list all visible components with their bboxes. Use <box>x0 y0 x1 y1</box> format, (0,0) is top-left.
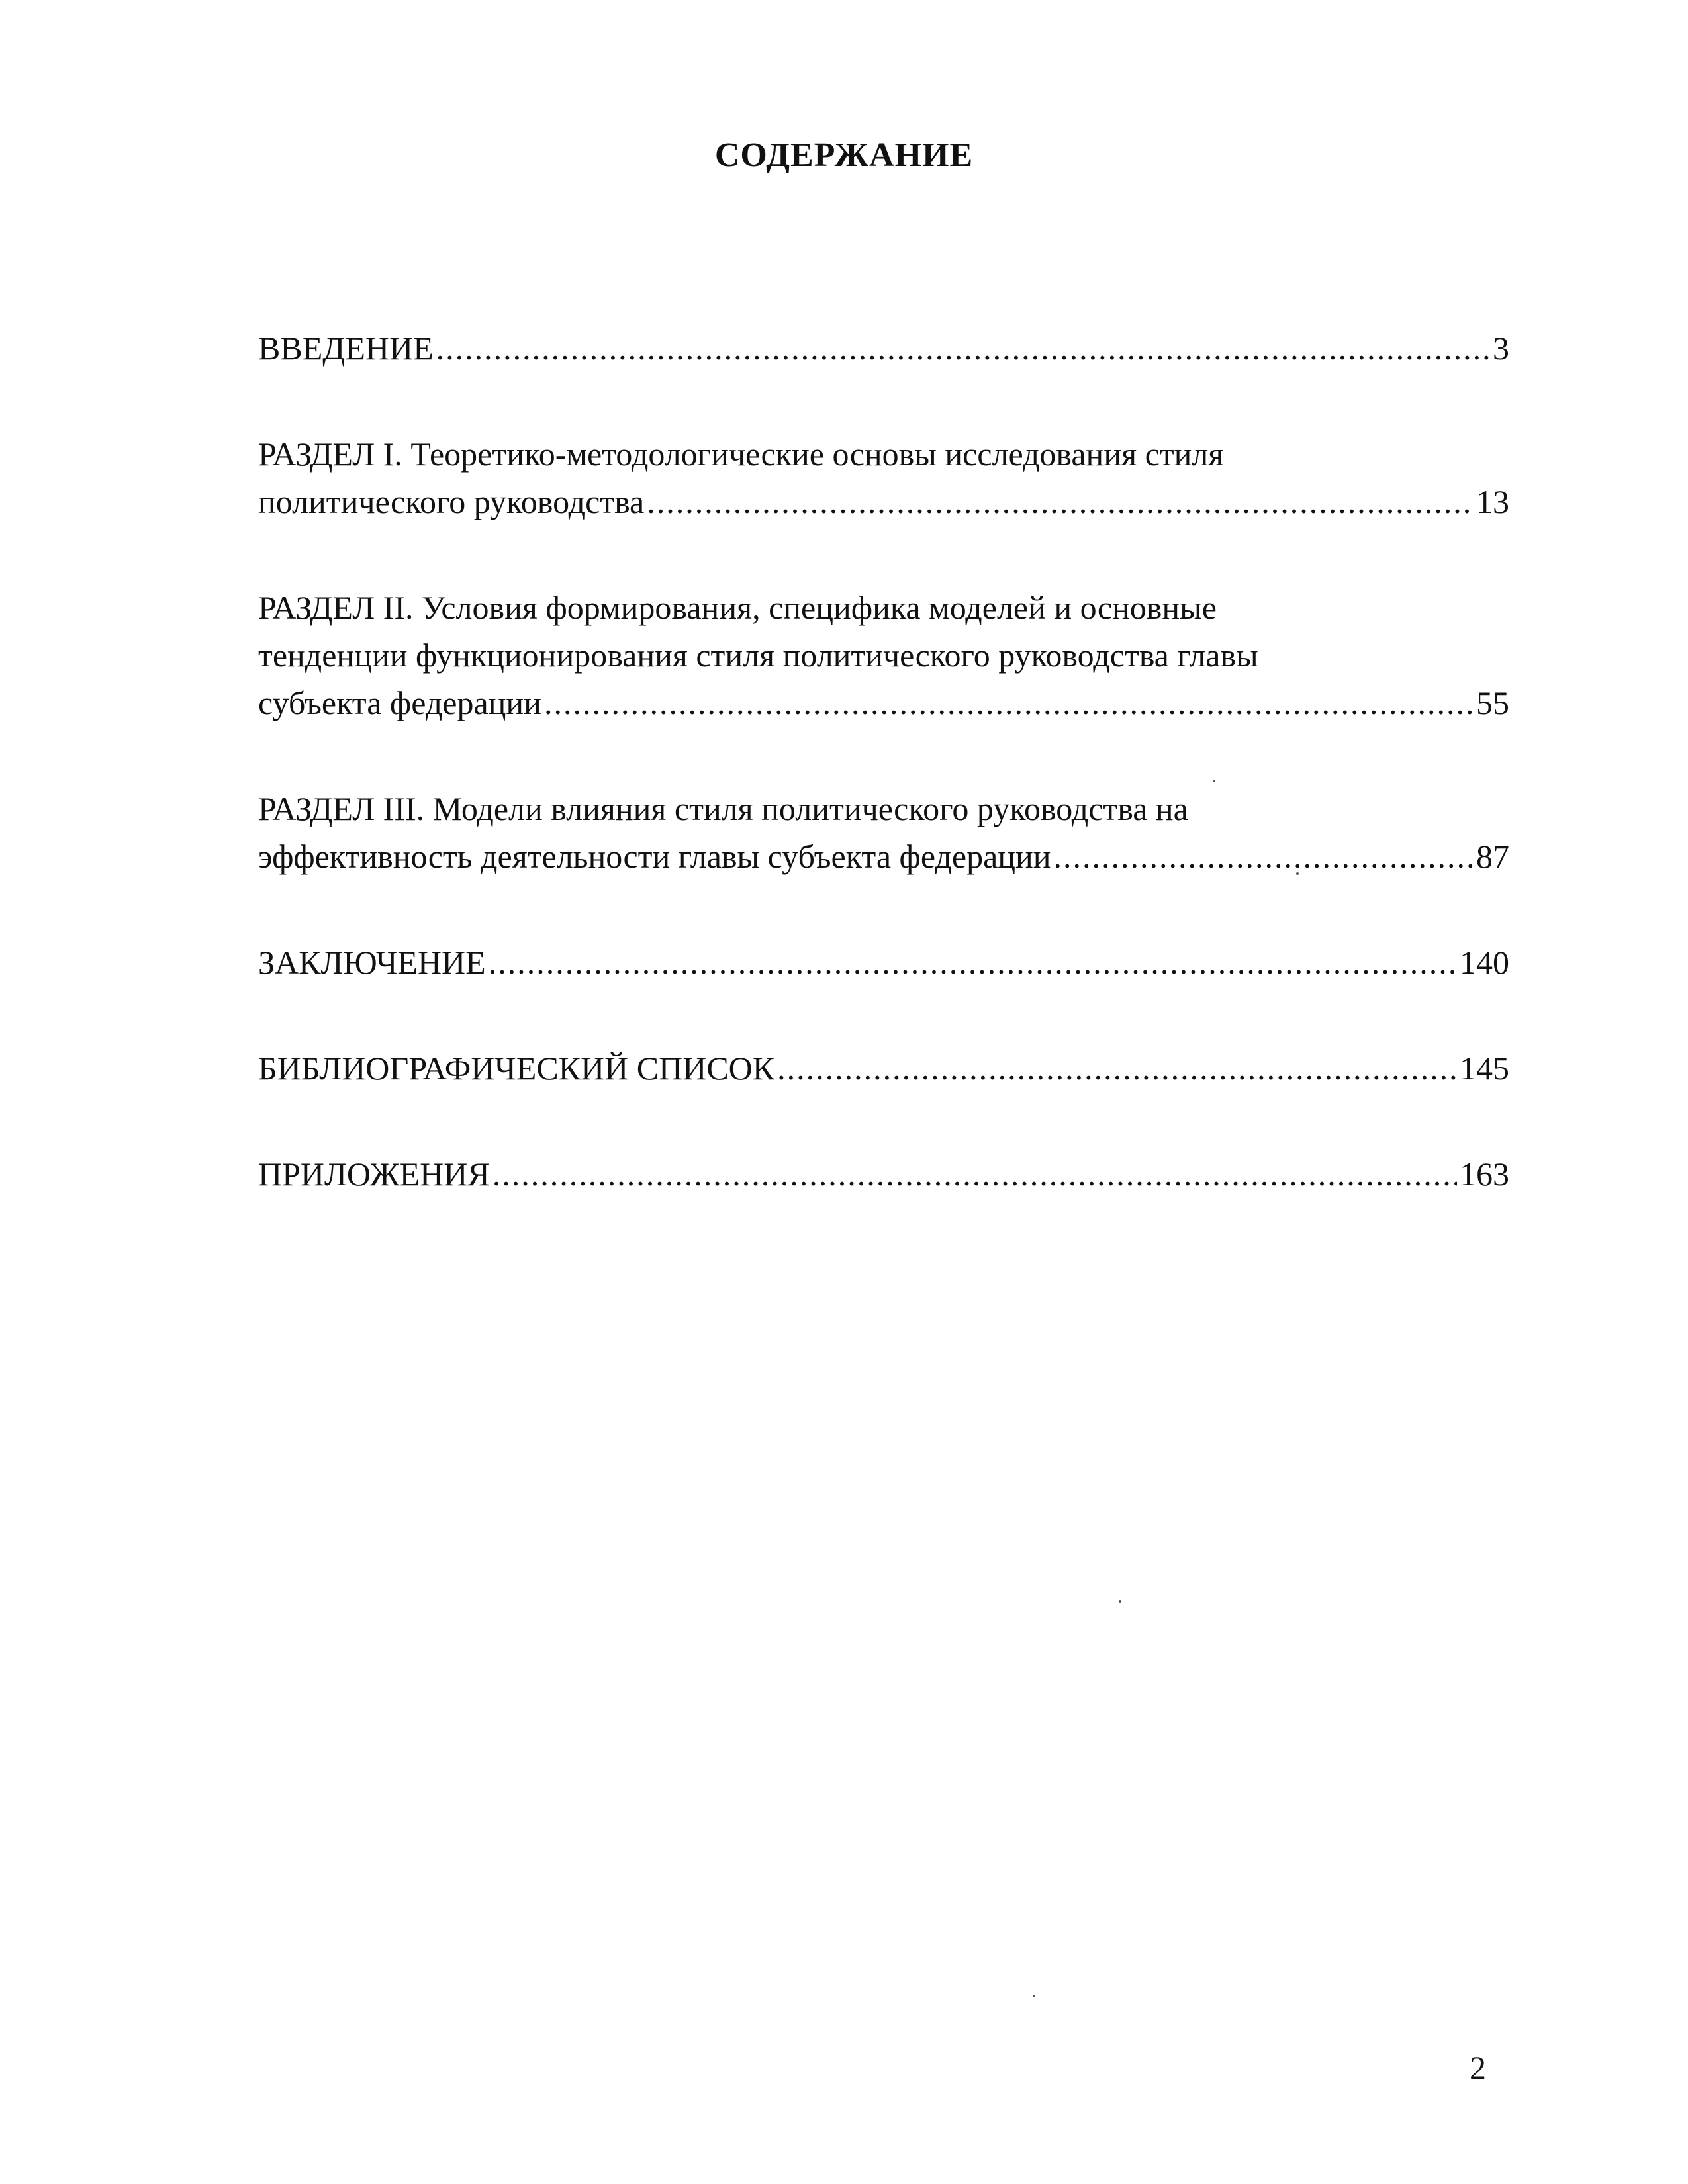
toc-entry-page: 3 <box>1493 330 1509 367</box>
toc-entry-conclusion[interactable] <box>258 938 1509 986</box>
toc-entry-section-3[interactable] <box>258 785 1509 880</box>
toc-entry-last-line <box>258 833 1509 880</box>
toc-entry-label: БИБЛИОГРАФИЧЕСКИЙ СПИСОК <box>258 1050 775 1087</box>
dot-leader <box>492 1150 1457 1198</box>
toc-entry-section-2[interactable] <box>258 584 1509 727</box>
toc-entry-label: ВВЕДЕНИЕ <box>258 330 434 367</box>
toc-entry-section-1[interactable] <box>258 430 1509 525</box>
toc-entry-line: тенденции функционирования стиля политического руководства главы <box>258 637 1258 674</box>
toc-title: СОДЕРЖАНИЕ <box>714 136 974 174</box>
dot-leader <box>1054 833 1474 880</box>
toc-entry-page: 55 <box>1476 684 1509 721</box>
dot-leader <box>436 324 1490 372</box>
scan-speck <box>1213 780 1215 782</box>
toc-entry-page: 163 <box>1460 1156 1509 1193</box>
scan-speck <box>1033 1995 1035 1997</box>
toc-entry-line: РАЗДЕЛ III. Модели влияния стиля политического руководства на <box>258 790 1188 827</box>
page-number: 2 <box>1470 2049 1486 2086</box>
toc-entry-label: субъекта федерации <box>258 684 541 721</box>
toc-entry-page: 145 <box>1460 1050 1509 1087</box>
toc-entry-page: 87 <box>1476 838 1509 875</box>
toc-entry-page: 140 <box>1460 944 1509 981</box>
toc-entry-last-line <box>258 478 1509 525</box>
toc-entry-last-line <box>258 1150 1509 1198</box>
dot-leader <box>489 938 1457 986</box>
toc-entry-line: РАЗДЕЛ II. Условия формирования, специфика моделей и основные <box>258 589 1217 626</box>
toc-entry-last-line <box>258 1044 1509 1092</box>
toc-entry-label: политического руководства <box>258 483 645 520</box>
dot-leader <box>647 478 1474 525</box>
table-of-contents <box>258 324 1509 1198</box>
dot-leader <box>777 1044 1457 1092</box>
toc-entry-appendices[interactable] <box>258 1150 1509 1198</box>
toc-entry-last-line <box>258 324 1509 372</box>
dot-leader <box>544 679 1474 727</box>
toc-entry-last-line <box>258 938 1509 986</box>
toc-entry-introduction[interactable] <box>258 324 1509 372</box>
toc-entry-label: ПРИЛОЖЕНИЯ <box>258 1156 490 1193</box>
toc-entry-page: 13 <box>1476 483 1509 520</box>
toc-entry-label: ЗАКЛЮЧЕНИЕ <box>258 944 486 981</box>
toc-entry-bibliography[interactable] <box>258 1044 1509 1092</box>
scan-speck <box>1119 1600 1121 1603</box>
scan-speck <box>1296 872 1299 875</box>
toc-entry-last-line <box>258 679 1509 727</box>
toc-entry-line: РАЗДЕЛ I. Теоретико-методологические основы исследования стиля <box>258 435 1224 473</box>
toc-entry-label: эффективность деятельности главы субъекта федерации <box>258 838 1051 875</box>
